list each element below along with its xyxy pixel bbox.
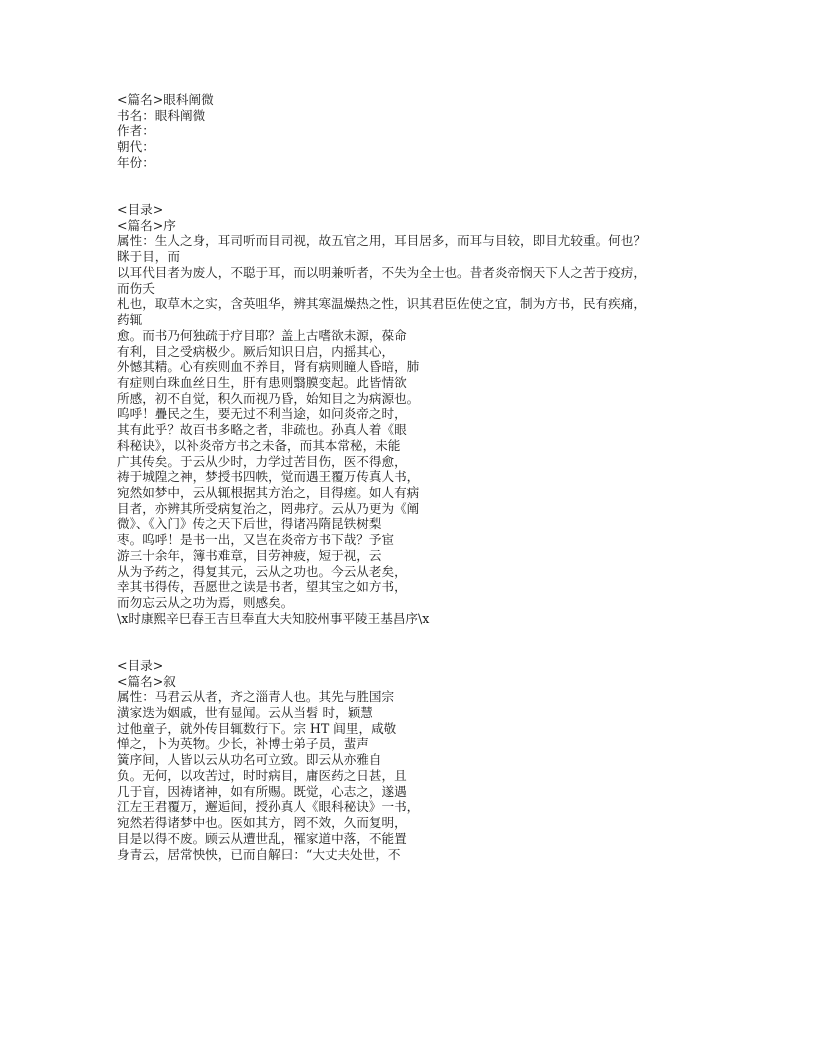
text-line: 药辄 xyxy=(117,312,143,328)
document-text-body xyxy=(117,92,777,862)
text-line: 札也，取草木之实，含英咀华，辨其寒温燥热之性，识其君臣佐使之宜，制为方书，民有疾痛， xyxy=(117,296,646,312)
text-line: 以耳代目者为废人，不聪于耳，而以明兼听者，不失为全士也。昔者炎帝悯天下人之苦于疫疠， xyxy=(117,264,646,280)
text-line: <篇名>眼科阐微 xyxy=(117,92,214,107)
text-line: 所感，初不自觉，积久而视乃昏，始知目之为病源也。 xyxy=(117,390,420,406)
text-line: 祷于城隍之神，梦授书四帙，觉而遇王覆万传真人书， xyxy=(117,469,420,485)
text-line: 眯于目，而 xyxy=(117,249,180,265)
text-line: 从为予药之，得复其元，云从之功也。今云从老矣， xyxy=(117,563,407,579)
text-line: 呜呼！疊民之生，要无过不利当途，如问炎帝之时， xyxy=(117,406,407,422)
text-line: 愈。而书乃何独疏于疗目耶？盖上古嗜欲未源，葆命 xyxy=(117,327,407,343)
text-line: 朝代： xyxy=(117,139,155,155)
text-line: 簧序间，人皆以云从功名可立致。即云从亦雅自 xyxy=(117,752,382,768)
text-line: 外憾其精。心有疾则血不养目，肾有病则瞳人昏暗，肺 xyxy=(117,359,420,375)
text-line: 科秘诀》，以补炎帝方书之未备，而其本常秘，未能 xyxy=(117,437,401,453)
text-line: 身青云，居常怏怏，已而自解曰：“大丈夫处世，不 xyxy=(117,846,401,862)
text-line: 其有此乎？故百书多略之者，非疏也。孙真人着《眼 xyxy=(117,422,407,438)
text-line: 属性：马君云从者，齐之淄青人也。其先与胜国宗 xyxy=(117,689,395,705)
text-line-blank xyxy=(117,626,777,642)
text-line: 宛然如梦中，云从辄根据其方治之，目得瘥。如人有病 xyxy=(117,484,420,500)
text-line-blank xyxy=(117,186,777,202)
text-line: <目录> xyxy=(117,202,164,218)
text-line: <目录> xyxy=(117,657,164,673)
text-line: 负。无何，以攻苦过，时时病目，庸医药之日甚，且 xyxy=(117,767,407,783)
text-line: 潢家迭为姻戚，世有显闻。云从当髫 时，颖慧 xyxy=(117,705,373,721)
text-line: 有利，目之受病极少。厥后知识日启，内摇其心， xyxy=(117,343,395,359)
text-line: 属性：生人之身，耳司听而目司视，故五官之用，耳目居多，而耳与目较，即目尤较重。何也？ xyxy=(117,233,646,249)
text-line: 宛然若得诸梦中也。医如其方，罔不效，久而复明， xyxy=(117,815,407,831)
text-line: 而勿忘云从之功为焉，则感矣。 xyxy=(117,595,294,610)
text-line: 而伤夭 xyxy=(117,280,155,296)
text-line: 目者，亦辨其所受病复治之，罔弗疗。云从乃更为《阐 xyxy=(117,500,420,516)
text-line: 年份： xyxy=(117,154,155,170)
text-line: 广其传矣。于云从少时，力学过苦目伤，医不得愈， xyxy=(117,453,407,469)
text-line: 微》、《入门》传之天下后世，得诸冯隋昆铁树梨 xyxy=(117,516,382,532)
text-line: \x时康熙辛巳春王吉旦奉直大夫知胶州事平陵王基昌序\x xyxy=(117,610,430,626)
text-line: 有症则白珠血丝日生，肝有患则翳膜变起。此皆情欲 xyxy=(117,374,407,390)
text-line: 惮之，卜为英物。少长，补博士弟子员，蜚声 xyxy=(117,736,369,752)
text-line: 江左王君覆万，邂逅间，授孙真人《眼科秘诀》一书， xyxy=(117,799,420,815)
text-line: 书名：眼科阐微 xyxy=(117,107,206,123)
text-line: 过他童子，就外传目辄数行下。宗 HT 闾里，咸敬 xyxy=(117,720,397,736)
text-line: <篇名>叙 xyxy=(117,673,176,689)
text-line: 几于盲，因祷诸神，如有所赐。既觉，心志之，遂遇 xyxy=(117,783,407,799)
text-line: 目是以得不废。顾云从遭世乱，罹家道中落，不能置 xyxy=(117,830,407,846)
text-line: <篇名>序 xyxy=(117,217,176,233)
text-line: 作者： xyxy=(117,123,155,139)
text-line: 枣。呜呼！是书一出，又岂在炎帝方书下哉？予宦 xyxy=(117,532,395,548)
text-line: 游三十余年，簿书难章，目劳神疲，短于视，云 xyxy=(117,547,382,563)
text-line-blank xyxy=(117,171,777,187)
text-line-blank xyxy=(117,642,777,658)
text-line: 幸其书得传，吾愿世之读是书者，望其宝之如方书， xyxy=(117,579,407,595)
